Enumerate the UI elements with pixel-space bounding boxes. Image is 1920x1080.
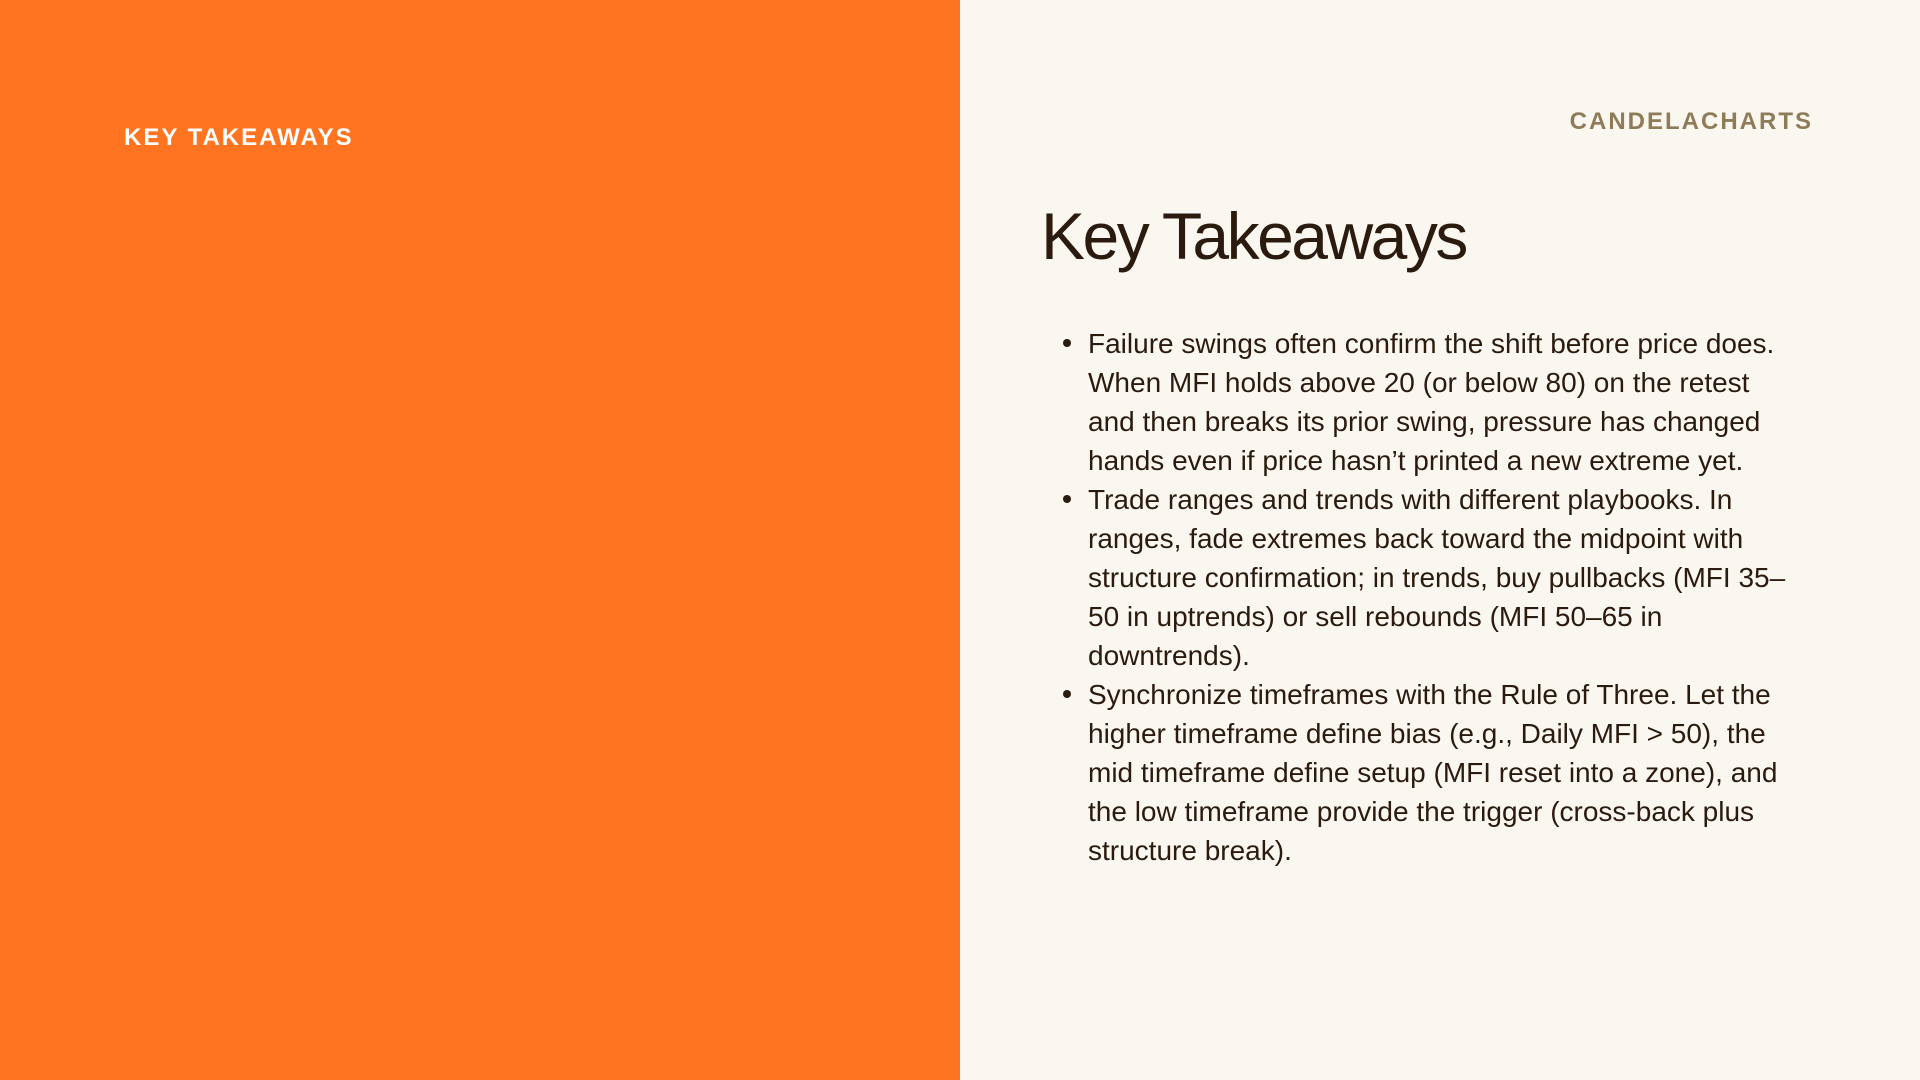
bullet-icon xyxy=(1063,495,1071,503)
takeaway-text: Failure swings often confirm the shift before price does. When MFI holds above 20 (or below 80) on the retest and then breaks its prior swing, pressure has changed hands even if price hasn’t printed a new extreme yet. xyxy=(1088,328,1775,476)
takeaway-item xyxy=(1088,324,1788,480)
takeaway-item xyxy=(1088,480,1788,675)
takeaway-text: Trade ranges and trends with different playbooks. In ranges, fade extremes back toward the midpoint with structure confirmation; in trends, buy pullbacks (MFI 35–50 in uptrends) or sell rebounds (MFI 50–65 in downtrends). xyxy=(1088,484,1786,671)
content-panel xyxy=(960,0,1920,1080)
bullet-icon xyxy=(1063,690,1071,698)
brand-wordmark: CANDELACHARTS xyxy=(1569,108,1813,135)
takeaways-list xyxy=(1088,324,1788,870)
page-title: Key Takeaways xyxy=(1041,199,1466,273)
takeaway-item xyxy=(1088,675,1788,870)
section-label: KEY TAKEAWAYS xyxy=(124,124,354,151)
bullet-icon xyxy=(1063,339,1071,347)
takeaway-text: Synchronize timeframes with the Rule of Three. Let the higher timeframe define bias (e.g., Daily MFI > 50), the mid timeframe define setup (MFI reset into a zone), and the low timeframe provide the trigger (cross-back plus structure break). xyxy=(1088,679,1778,866)
